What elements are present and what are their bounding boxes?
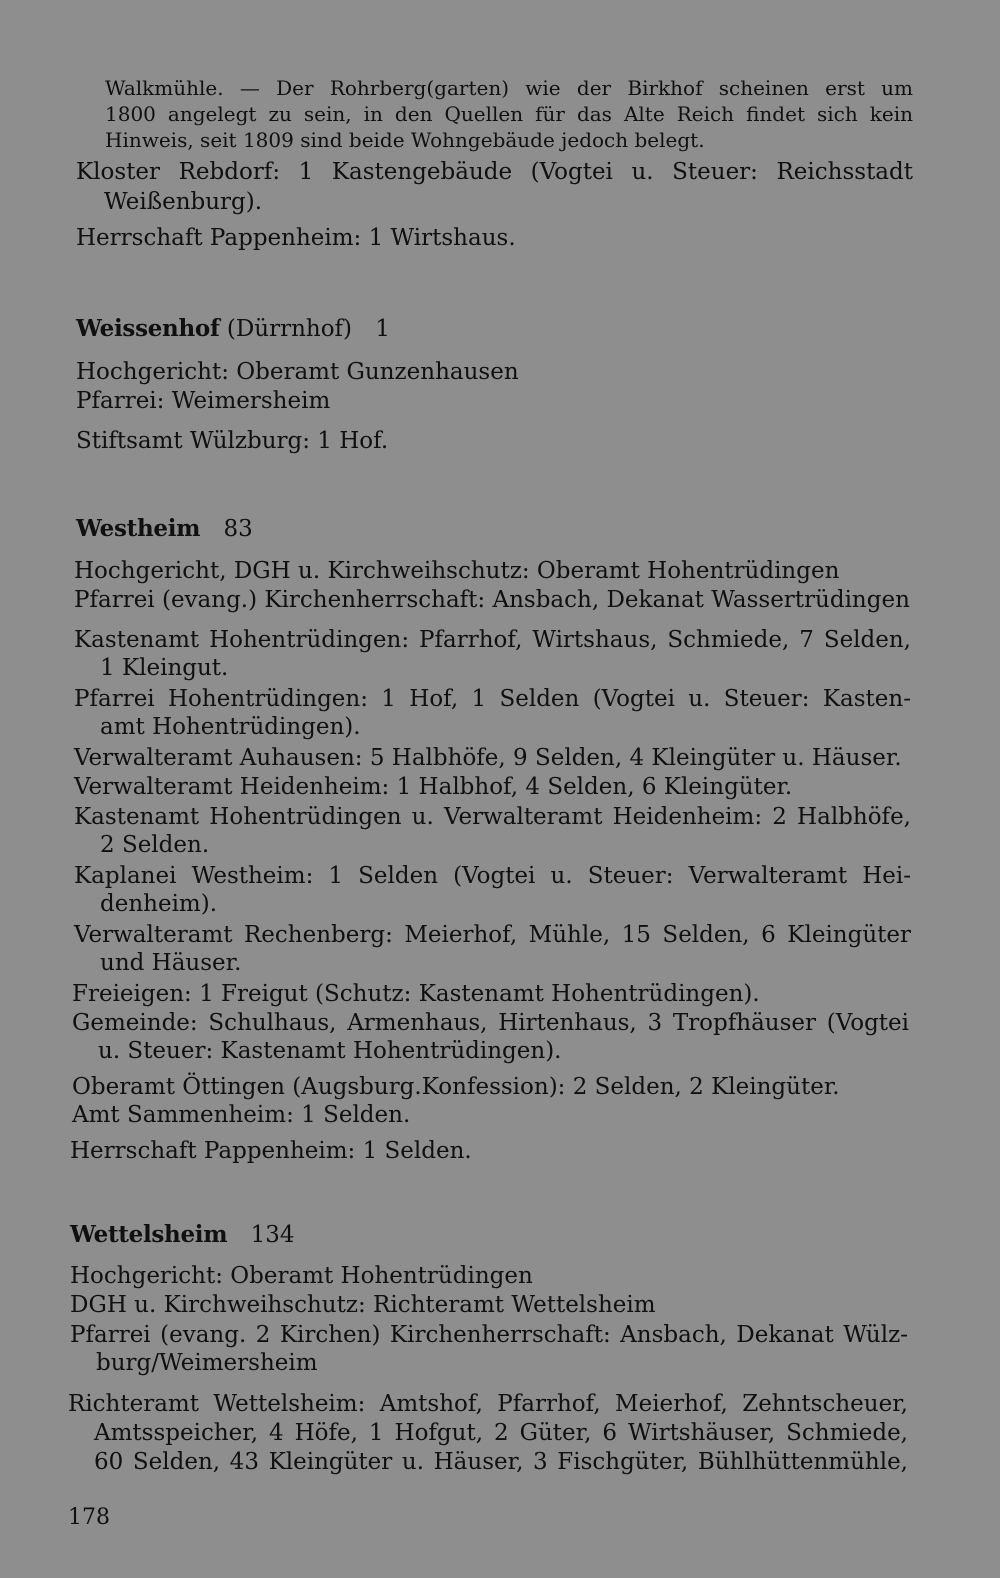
westheim-line-14: Herrschaft Pappenheim: 1 Selden. bbox=[70, 1138, 472, 1164]
westheim-line-8b: denheim). bbox=[100, 891, 218, 917]
westheim-line-3a: Kastenamt Hohentrüdingen: Pfarrhof, Wirtshaus, Schmiede, 7 Selden, bbox=[74, 627, 911, 653]
westheim-line-8a: Kaplanei Westheim: 1 Selden (Vogtei u. Steuer: Verwalteramt Hei- bbox=[74, 863, 911, 889]
entry-heading-weissenhof bbox=[76, 314, 390, 344]
westheim-line-4a: Pfarrei Hohentrüdingen: 1 Hof, 1 Selden (Vogtei u. Steuer: Kasten- bbox=[74, 686, 911, 712]
westheim-line-7a: Kastenamt Hohentrüdingen u. Verwalteramt Heidenheim: 2 Halbhöfe, bbox=[74, 804, 911, 830]
weissenhof-line-1: Hochgericht: Oberamt Gunzenhausen bbox=[76, 359, 519, 385]
kloster-line-1: Kloster Rebdorf: 1 Kastengebäude (Vogtei u. Steuer: Reichsstadt bbox=[76, 159, 913, 185]
westheim-line-1: Hochgericht, DGH u. Kirchweihschutz: Oberamt Hohentrüdingen bbox=[74, 558, 840, 584]
wettelsheim-line-4b: Amtsspeicher, 4 Höfe, 1 Hofgut, 2 Güter, 6 Wirtshäuser, Schmiede, bbox=[94, 1420, 908, 1446]
intro-line-3: Hinweis, seit 1809 sind beide Wohngebäude jedoch belegt. bbox=[105, 128, 705, 152]
westheim-line-5: Verwalteramt Auhausen: 5 Halbhöfe, 9 Selden, 4 Kleingüter u. Häuser. bbox=[74, 745, 902, 771]
westheim-line-2: Pfarrei (evang.) Kirchenherrschaft: Ansbach, Dekanat Wassertrüdingen bbox=[74, 587, 910, 613]
westheim-line-10: Freieigen: 1 Freigut (Schutz: Kastenamt Hohentrüdingen). bbox=[72, 981, 760, 1007]
kloster-line-2: Weißenburg). bbox=[104, 189, 263, 215]
westheim-line-6: Verwalteramt Heidenheim: 1 Halbhof, 4 Selden, 6 Kleingüter. bbox=[74, 774, 793, 800]
westheim-line-4b: amt Hohentrüdingen). bbox=[100, 714, 361, 740]
wettelsheim-line-2: DGH u. Kirchweihschutz: Richteramt Wettelsheim bbox=[70, 1292, 656, 1318]
entry-count: 134 bbox=[250, 1222, 295, 1248]
intro-line-1: Walkmühle. — Der Rohrberg(garten) wie der Birkhof scheinen erst um bbox=[105, 76, 913, 100]
westheim-line-9b: und Häuser. bbox=[100, 950, 242, 976]
westheim-line-11a: Gemeinde: Schulhaus, Armenhaus, Hirtenhaus, 3 Tropfhäuser (Vogtei bbox=[72, 1010, 909, 1036]
herrschaft-line: Herrschaft Pappenheim: 1 Wirtshaus. bbox=[76, 225, 516, 251]
westheim-line-9a: Verwalteramt Rechenberg: Meierhof, Mühle, 15 Selden, 6 Kleingüter bbox=[74, 922, 911, 948]
westheim-line-13: Amt Sammenheim: 1 Selden. bbox=[72, 1102, 411, 1128]
weissenhof-line-3: Stiftsamt Wülzburg: 1 Hof. bbox=[76, 428, 389, 454]
entry-name: Weissenhof bbox=[76, 315, 220, 342]
entry-name: Wettelsheim bbox=[70, 1221, 228, 1248]
page-number: 178 bbox=[68, 1505, 110, 1530]
intro-line-2: 1800 angelegt zu sein, in den Quellen für das Alte Reich findet sich kein bbox=[105, 102, 913, 126]
entry-alt-name: (Dürrnhof) bbox=[226, 316, 353, 342]
entry-heading-wettelsheim bbox=[70, 1220, 295, 1250]
entry-heading-westheim bbox=[76, 514, 253, 544]
wettelsheim-line-4a: Richteramt Wettelsheim: Amtshof, Pfarrhof, Meierhof, Zehntscheuer, bbox=[68, 1391, 908, 1417]
westheim-line-12: Oberamt Öttingen (Augsburg.Konfession): 2 Selden, 2 Kleingüter. bbox=[72, 1074, 840, 1100]
entry-count: 1 bbox=[375, 316, 390, 342]
entry-count: 83 bbox=[223, 516, 253, 542]
westheim-line-11b: u. Steuer: Kastenamt Hohentrüdingen). bbox=[98, 1038, 562, 1064]
wettelsheim-line-3a: Pfarrei (evang. 2 Kirchen) Kirchenherrschaft: Ansbach, Dekanat Wülz- bbox=[70, 1322, 908, 1348]
weissenhof-line-2: Pfarrei: Weimersheim bbox=[76, 388, 331, 414]
wettelsheim-line-4c: 60 Selden, 43 Kleingüter u. Häuser, 3 Fischgüter, Bühlhüttenmühle, bbox=[94, 1449, 908, 1475]
wettelsheim-line-3b: burg/Weimersheim bbox=[96, 1350, 318, 1376]
wettelsheim-line-1: Hochgericht: Oberamt Hohentrüdingen bbox=[70, 1263, 533, 1289]
westheim-line-7b: 2 Selden. bbox=[100, 832, 210, 858]
entry-name: Westheim bbox=[76, 515, 201, 542]
westheim-line-3b: 1 Kleingut. bbox=[100, 655, 229, 681]
